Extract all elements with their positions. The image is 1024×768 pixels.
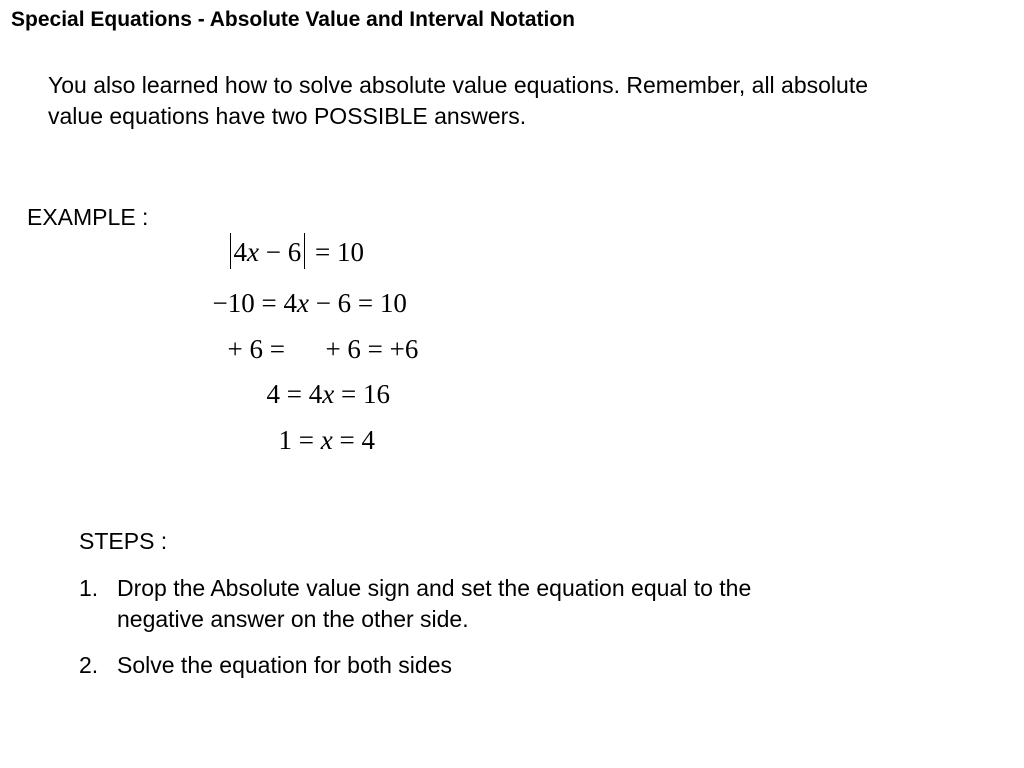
equation-inner-rest: − 6 — [258, 237, 302, 267]
work-line-1-left: −10 = 4 — [212, 288, 297, 318]
intro-line-2: value equations have two POSSIBLE answers. — [48, 103, 527, 129]
work-line-2-text: + 6 = + 6 = +6 — [227, 334, 419, 364]
step-text-2 — [117, 650, 877, 681]
work-line-3-right: = 16 — [334, 379, 390, 409]
equation-rhs: = 10 — [308, 237, 364, 267]
step-text-1 — [117, 573, 877, 635]
step-number-1: 1. — [79, 575, 99, 601]
step-1-line-1: Drop the Absolute value sign and set the equation equal to the — [117, 575, 752, 601]
equation-variable: x — [247, 237, 259, 267]
page-title: Special Equations - Absolute Value and Interval Notation — [11, 8, 575, 31]
work-line-4-right: = 4 — [332, 425, 375, 455]
example-label: EXAMPLE : — [27, 204, 149, 230]
work-line-1-right: − 6 = 10 — [308, 288, 407, 318]
step-2-line-1: Solve the equation for both sides — [117, 652, 453, 678]
work-line-3-left: 4 = 4 — [266, 379, 323, 409]
equation-coefficient: 4 — [233, 237, 247, 267]
step-number-2: 2. — [79, 652, 99, 678]
steps-heading: STEPS : — [79, 528, 168, 554]
intro-line-1: You also learned how to solve absolute value equations. Remember, all absolute — [48, 72, 869, 98]
intro-paragraph — [48, 70, 978, 132]
work-line-3-variable: x — [322, 379, 335, 409]
work-line-1-variable: x — [296, 288, 309, 318]
work-line-4-left: 1 = — [278, 425, 321, 455]
work-line-4 — [265, 395, 375, 455]
step-1-line-2: negative answer on the other side. — [117, 606, 469, 632]
work-line-4-variable: x — [320, 425, 333, 455]
